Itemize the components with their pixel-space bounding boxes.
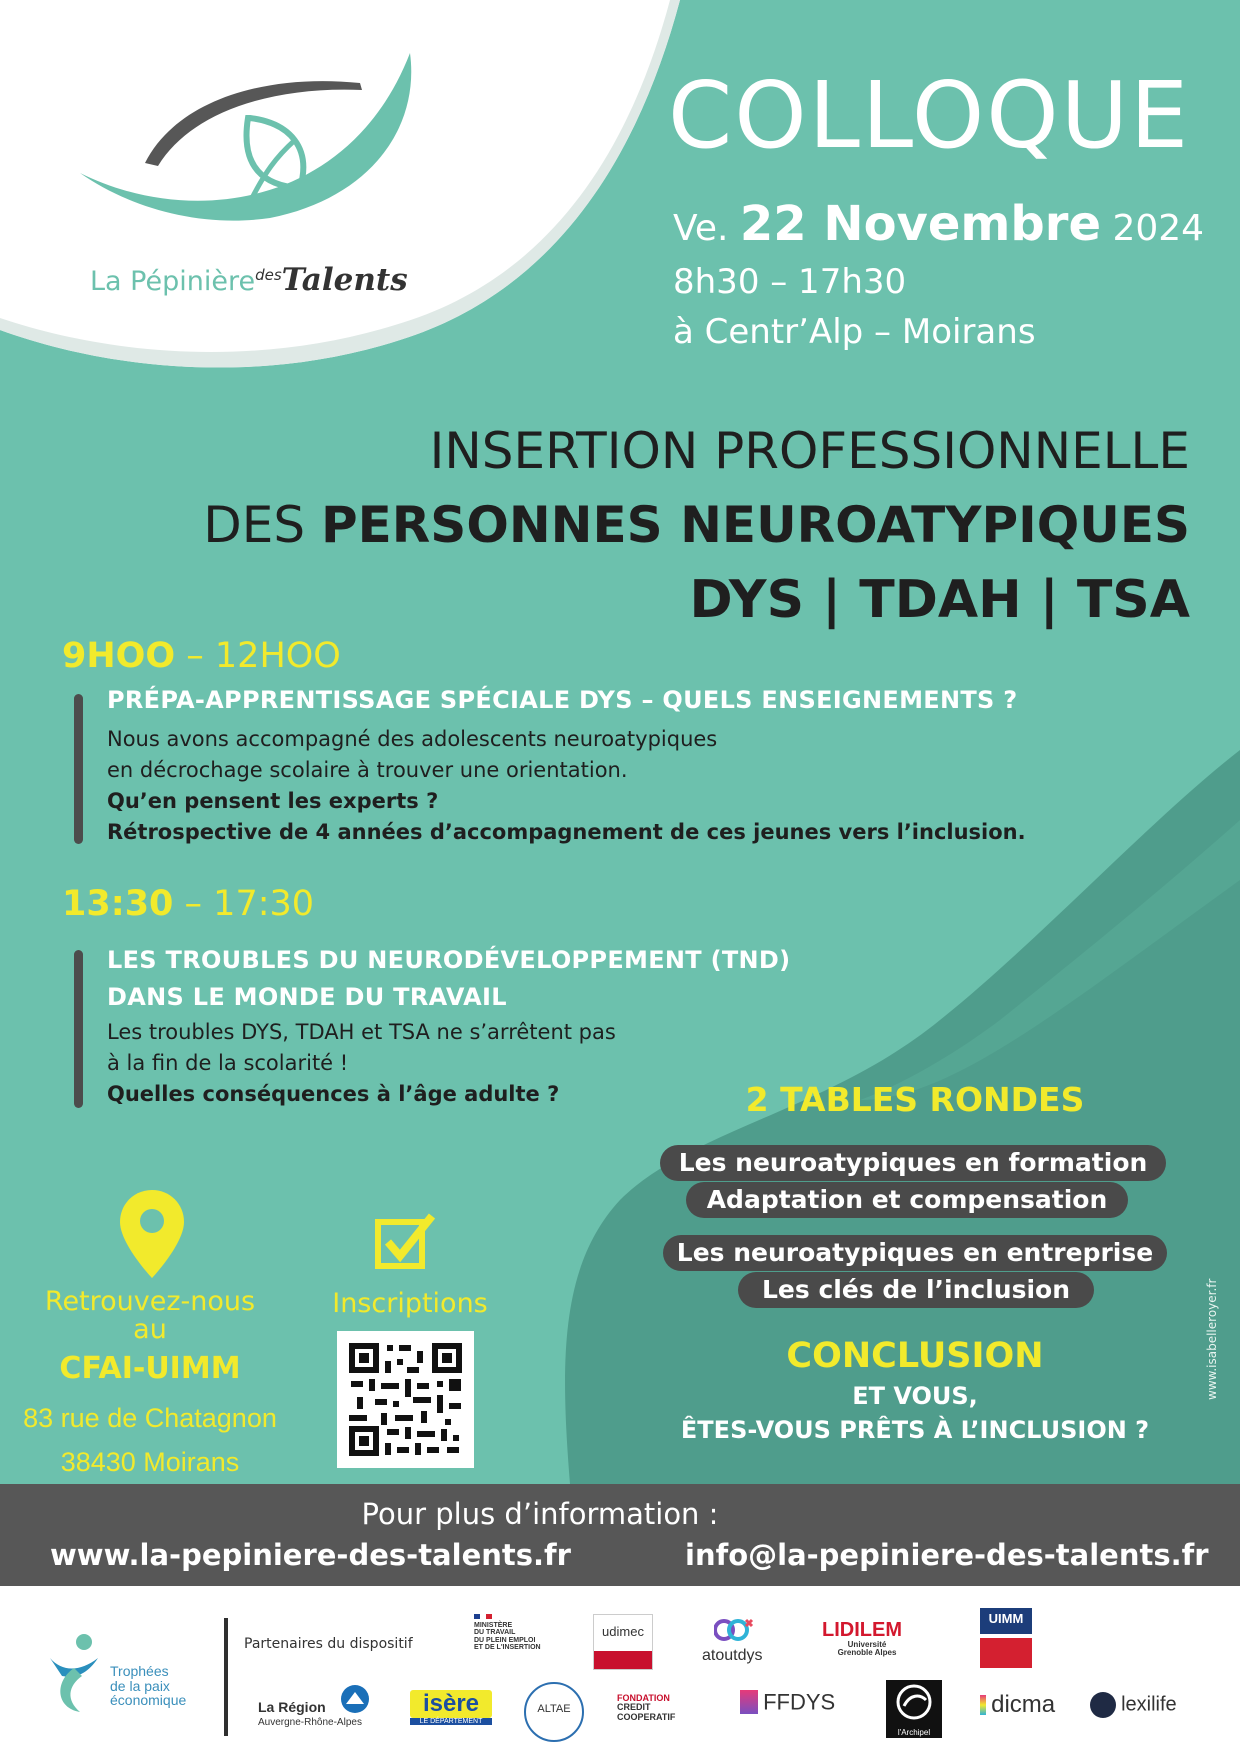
isere-logo: isère LE DÉPARTEMENT bbox=[410, 1690, 492, 1732]
contact-label: Pour plus d’information : bbox=[361, 1497, 719, 1531]
location-pin-icon bbox=[117, 1188, 187, 1280]
email-link[interactable]: info@la-pepiniere-des-talents.fr bbox=[685, 1538, 1209, 1572]
event-date: Ve. 22 Novembre 2024 bbox=[673, 196, 1205, 252]
event-place: à Centr’Alp – Moirans bbox=[673, 312, 1036, 352]
fondation-credit-cooperatif-logo: FONDATION CREDIT COOPERATIF bbox=[617, 1693, 676, 1722]
session2-title: LES TROUBLES DU NEURODÉVELOPPEMENT (TND) DANS LE MONDE DU TRAVAIL bbox=[107, 946, 791, 1011]
location-name: CFAI-UIMM bbox=[59, 1351, 241, 1386]
region-logo: La Région Auvergne-Rhône-Alpes bbox=[258, 1684, 378, 1734]
archipel-logo: l'Archipel bbox=[886, 1680, 942, 1738]
session2-description: Les troubles DYS, TDAH et TSA ne s’arrêtent pas à la fin de la scolarité ! Quelles conséquences à l’âge adulte ? bbox=[107, 1020, 616, 1106]
session2-time: 13:30 – 17:30 bbox=[62, 884, 315, 924]
headline-line2: DES PERSONNES NEUROATYPIQUES bbox=[203, 496, 1190, 554]
round-tables-title: 2 TABLES RONDES bbox=[745, 1080, 1085, 1119]
lidilem-logo: LIDILEM Université Grenoble Alpes bbox=[822, 1619, 902, 1658]
session1-description: Nous avons accompagné des adolescents neuroatypiques en décrochage scolaire à trouver une orientation. Qu’en pensent les experts ? Rétrospective de 4 années d’accompagnement de ces jeunes vers l’inclusion. bbox=[107, 727, 1026, 844]
event-type: COLLOQUE bbox=[668, 62, 1191, 169]
dicma-logo: dicma bbox=[980, 1692, 1060, 1726]
location-label: Retrouvez-nous au bbox=[44, 1286, 256, 1345]
event-time: 8h30 – 17h30 bbox=[673, 262, 907, 302]
round-table-pill: Les neuroatypiques en entreprise bbox=[663, 1235, 1167, 1271]
pepiniere-logo-icon bbox=[70, 48, 450, 248]
headline-line1: INSERTION PROFESSIONNELLE bbox=[429, 422, 1190, 480]
designer-credit: www.isabelleroyer.fr bbox=[1205, 1278, 1219, 1400]
session1-time: 9HOO – 12HOO bbox=[62, 636, 341, 676]
closing-question-line2: ÊTES-VOUS PRÊTS À L’INCLUSION ? bbox=[680, 1416, 1150, 1444]
altae-logo: ALTAE bbox=[524, 1682, 584, 1742]
session2-bar bbox=[74, 950, 83, 1108]
ffdys-logo: FFDYS bbox=[740, 1690, 840, 1726]
brand-name: La Pépinière$^{des}$Talents bbox=[90, 262, 408, 298]
website-link[interactable]: www.la-pepiniere-des-talents.fr bbox=[50, 1538, 571, 1572]
uimm-logo: UIMM bbox=[980, 1608, 1032, 1670]
conclusion-title: CONCLUSION bbox=[786, 1336, 1044, 1376]
atoutdys-logo: atoutdys bbox=[702, 1616, 782, 1670]
registration-qr-code[interactable] bbox=[337, 1331, 474, 1468]
closing-question-line1: ET VOUS, bbox=[852, 1382, 978, 1410]
round-table-pill: Adaptation et compensation bbox=[686, 1182, 1128, 1218]
checkbox-icon bbox=[374, 1212, 438, 1270]
location-address: 83 rue de Chatagnon 38430 Moirans bbox=[23, 1403, 277, 1477]
round-table-pill: Les clés de l’inclusion bbox=[738, 1272, 1094, 1308]
footer-divider bbox=[224, 1618, 228, 1736]
round-table-pill: Les neuroatypiques en formation bbox=[660, 1145, 1166, 1181]
headline-line3: DYS | TDAH | TSA bbox=[689, 570, 1190, 630]
session1-bar bbox=[74, 694, 83, 844]
partners-label: Partenaires du dispositif bbox=[244, 1636, 413, 1652]
lexilife-logo: lexilife bbox=[1090, 1692, 1200, 1726]
session1-title: PRÉPA-APPRENTISSAGE SPÉCIALE DYS – QUELS ENSEIGNEMENTS ? bbox=[107, 686, 1018, 714]
registration-label: Inscriptions bbox=[332, 1288, 488, 1319]
udimec-logo: udimec bbox=[593, 1614, 653, 1670]
trophees-logo-icon bbox=[44, 1628, 106, 1714]
ministere-logo: MINISTÈRE DU TRAVAIL DU PLEIN EMPLOI ET DE L'INSERTION bbox=[474, 1614, 541, 1651]
trophees-text: Trophées de la paix économique bbox=[110, 1663, 187, 1709]
